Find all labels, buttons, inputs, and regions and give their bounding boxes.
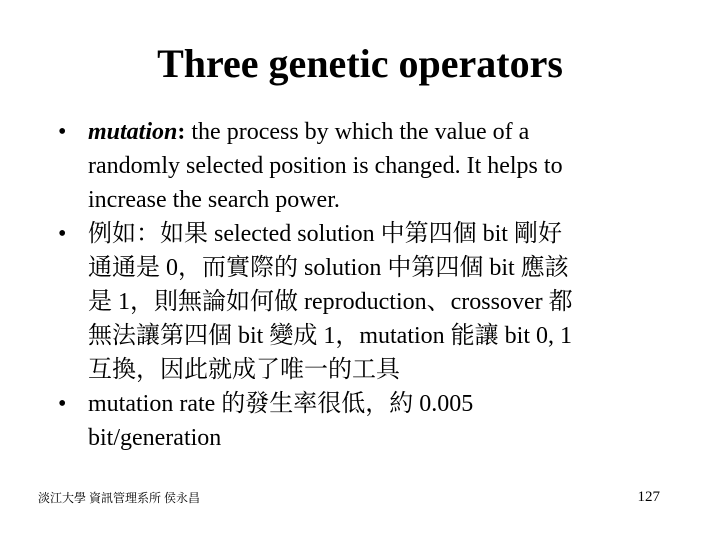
definition-text: the process by which the value of a <box>185 119 530 145</box>
bullet-marker: • <box>58 119 67 145</box>
bullet-line: increase the search power. <box>88 187 340 213</box>
bullet-line: 是 1，則無論如何做 reproduction、crossover 都 <box>88 289 573 315</box>
bullet-line: 例如：如果 selected solution 中第四個 bit 剛好 <box>88 221 562 247</box>
bullet-mutation-rate <box>58 387 658 455</box>
slide-title: Three genetic operators <box>157 41 563 86</box>
bullet-marker: • <box>58 221 67 247</box>
bullet-line: mutation rate 的發生率很低，約 0.005 <box>88 391 474 417</box>
term-mutation: mutation <box>88 119 178 145</box>
bullet-mutation-definition <box>58 115 658 217</box>
bullet-line: 無法讓第四個 bit 變成 1，mutation 能讓 bit 0, 1 <box>88 323 572 349</box>
bullet-line: bit/generation <box>88 425 222 451</box>
bullet-line: randomly selected position is changed. It helps to <box>88 153 563 179</box>
bullet-line: 通通是 0，而實際的 solution 中第四個 bit 應該 <box>88 255 569 281</box>
page-number: 127 <box>637 489 660 505</box>
term-colon: : <box>177 119 186 145</box>
bullet-example <box>58 217 658 387</box>
bullet-list <box>58 115 658 455</box>
footer-author: 淡江大學 資訊管理系所 侯永昌 <box>38 491 201 505</box>
bullet-line <box>88 115 658 149</box>
bullet-line: 互換，因此就成了唯一的工具 <box>88 357 400 383</box>
bullet-marker: • <box>58 391 67 417</box>
